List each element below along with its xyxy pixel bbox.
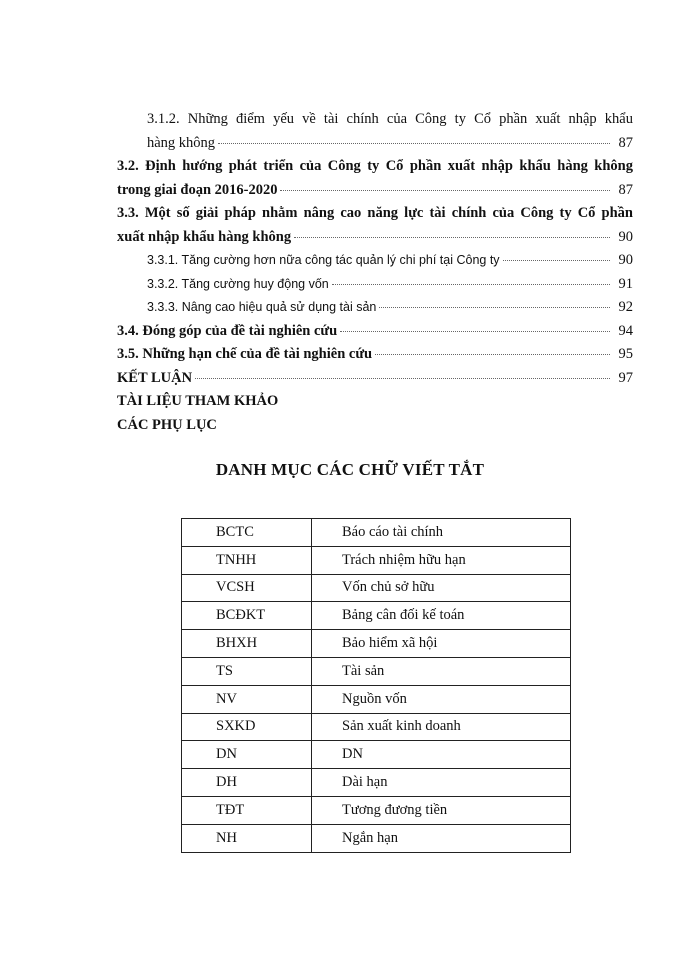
abbreviation-code: BHXH	[182, 630, 312, 658]
dot-leader	[375, 344, 610, 355]
toc-entry-text-cont: trong giai đoạn 2016-2020	[117, 181, 278, 198]
toc-page-number: 97	[618, 369, 633, 386]
toc-page-number: 90	[618, 252, 633, 268]
toc-page-number: 90	[618, 228, 633, 245]
toc-page-number: 87	[618, 181, 633, 198]
table-row	[182, 546, 571, 574]
dot-leader	[294, 227, 610, 238]
toc-page-number: 92	[618, 299, 633, 315]
toc-entry-conclusion	[117, 367, 633, 391]
table-row	[182, 657, 571, 685]
dot-leader	[280, 180, 610, 191]
toc-entry-3-3-1	[117, 249, 633, 273]
abbreviation-meaning: Bảo hiểm xã hội	[312, 630, 571, 658]
table-of-contents	[117, 108, 633, 437]
abbreviation-meaning: Tương đương tiền	[312, 796, 571, 824]
abbreviation-code: NV	[182, 685, 312, 713]
abbreviation-code: DH	[182, 769, 312, 797]
abbreviation-code: DN	[182, 741, 312, 769]
toc-entry-text: 3.3.2. Tăng cường huy động vốn	[147, 276, 329, 291]
abbreviation-meaning: Sản xuất kinh doanh	[312, 713, 571, 741]
abbreviation-meaning: Dài hạn	[312, 769, 571, 797]
toc-entry-text: 3.3.1. Tăng cường hơn nữa công tác quản lý chi phí tại Công ty	[147, 253, 500, 267]
table-row	[182, 630, 571, 658]
abbreviation-code: SXKD	[182, 713, 312, 741]
abbreviation-code: BCTC	[182, 519, 312, 547]
toc-entry-text: 3.3. Một số giải pháp nhằm nâng cao năng lực tài chính của Công ty Cổ phần	[117, 205, 633, 221]
toc-entry-text: TÀI LIỆU THAM KHẢO	[117, 393, 279, 409]
abbreviation-meaning: Vốn chủ sở hữu	[312, 574, 571, 602]
toc-entry-3-3-3	[117, 296, 633, 320]
table-row	[182, 796, 571, 824]
dot-leader	[503, 250, 610, 261]
table-row	[182, 685, 571, 713]
abbreviation-code: TNHH	[182, 546, 312, 574]
abbreviations-table-body	[182, 519, 571, 853]
table-row	[182, 713, 571, 741]
dot-leader	[218, 133, 610, 144]
dot-leader	[340, 321, 610, 332]
abbreviation-code: BCĐKT	[182, 602, 312, 630]
toc-entry-text-cont: xuất nhập khẩu hàng không	[117, 228, 292, 245]
table-row	[182, 574, 571, 602]
toc-entry-text: 3.4. Đóng góp của đề tài nghiên cứu	[117, 322, 338, 339]
toc-page-number: 95	[618, 346, 633, 362]
toc-entry-3-1-2	[117, 108, 633, 155]
toc-entry-3-3-2	[117, 273, 633, 297]
toc-page-number: 91	[618, 275, 633, 292]
toc-entry-3-4	[117, 320, 633, 344]
abbreviation-meaning: DN	[312, 741, 571, 769]
toc-entry-text: 3.3.3. Nâng cao hiệu quả sử dụng tài sản	[147, 300, 377, 314]
abbreviation-code: TS	[182, 657, 312, 685]
abbreviations-title: DANH MỤC CÁC CHỮ VIẾT TẮT	[215, 460, 485, 479]
toc-entry-text-cont: hàng không	[147, 134, 216, 151]
toc-entry-3-5	[117, 343, 633, 367]
abbreviation-code: VCSH	[182, 574, 312, 602]
table-row	[182, 769, 571, 797]
toc-entry-text: 3.1.2. Những điểm yếu về tài chính của Công ty Cổ phần xuất nhập khẩu	[147, 111, 633, 127]
abbreviation-code: TĐT	[182, 796, 312, 824]
table-row	[182, 741, 571, 769]
dot-leader	[379, 297, 610, 308]
abbreviation-meaning: Ngắn hạn	[312, 824, 571, 852]
toc-entry-references	[117, 390, 633, 414]
toc-entry-3-3	[117, 202, 633, 249]
abbreviation-code: NH	[182, 824, 312, 852]
abbreviation-meaning: Bảng cân đối kế toán	[312, 602, 571, 630]
table-row	[182, 824, 571, 852]
toc-entry-3-2	[117, 155, 633, 202]
toc-page-number: 94	[618, 322, 633, 339]
abbreviation-meaning: Tài sản	[312, 657, 571, 685]
abbreviation-meaning: Nguồn vốn	[312, 685, 571, 713]
toc-entry-text: 3.2. Định hướng phát triển của Công ty Cổ phần xuất nhập khẩu hàng không	[117, 158, 633, 174]
toc-entry-text: KẾT LUẬN	[117, 369, 193, 386]
abbreviations-table	[181, 518, 571, 853]
table-row	[182, 519, 571, 547]
dot-leader	[332, 274, 610, 285]
toc-page-number: 87	[618, 134, 633, 151]
table-row	[182, 602, 571, 630]
dot-leader	[195, 368, 610, 379]
toc-entry-appendices	[117, 414, 633, 438]
toc-entry-text: CÁC PHỤ LỤC	[117, 416, 217, 433]
abbreviation-meaning: Báo cáo tài chính	[312, 519, 571, 547]
abbreviation-meaning: Trách nhiệm hữu hạn	[312, 546, 571, 574]
toc-entry-text: 3.5. Những hạn chế của đề tài nghiên cứu	[117, 346, 373, 362]
